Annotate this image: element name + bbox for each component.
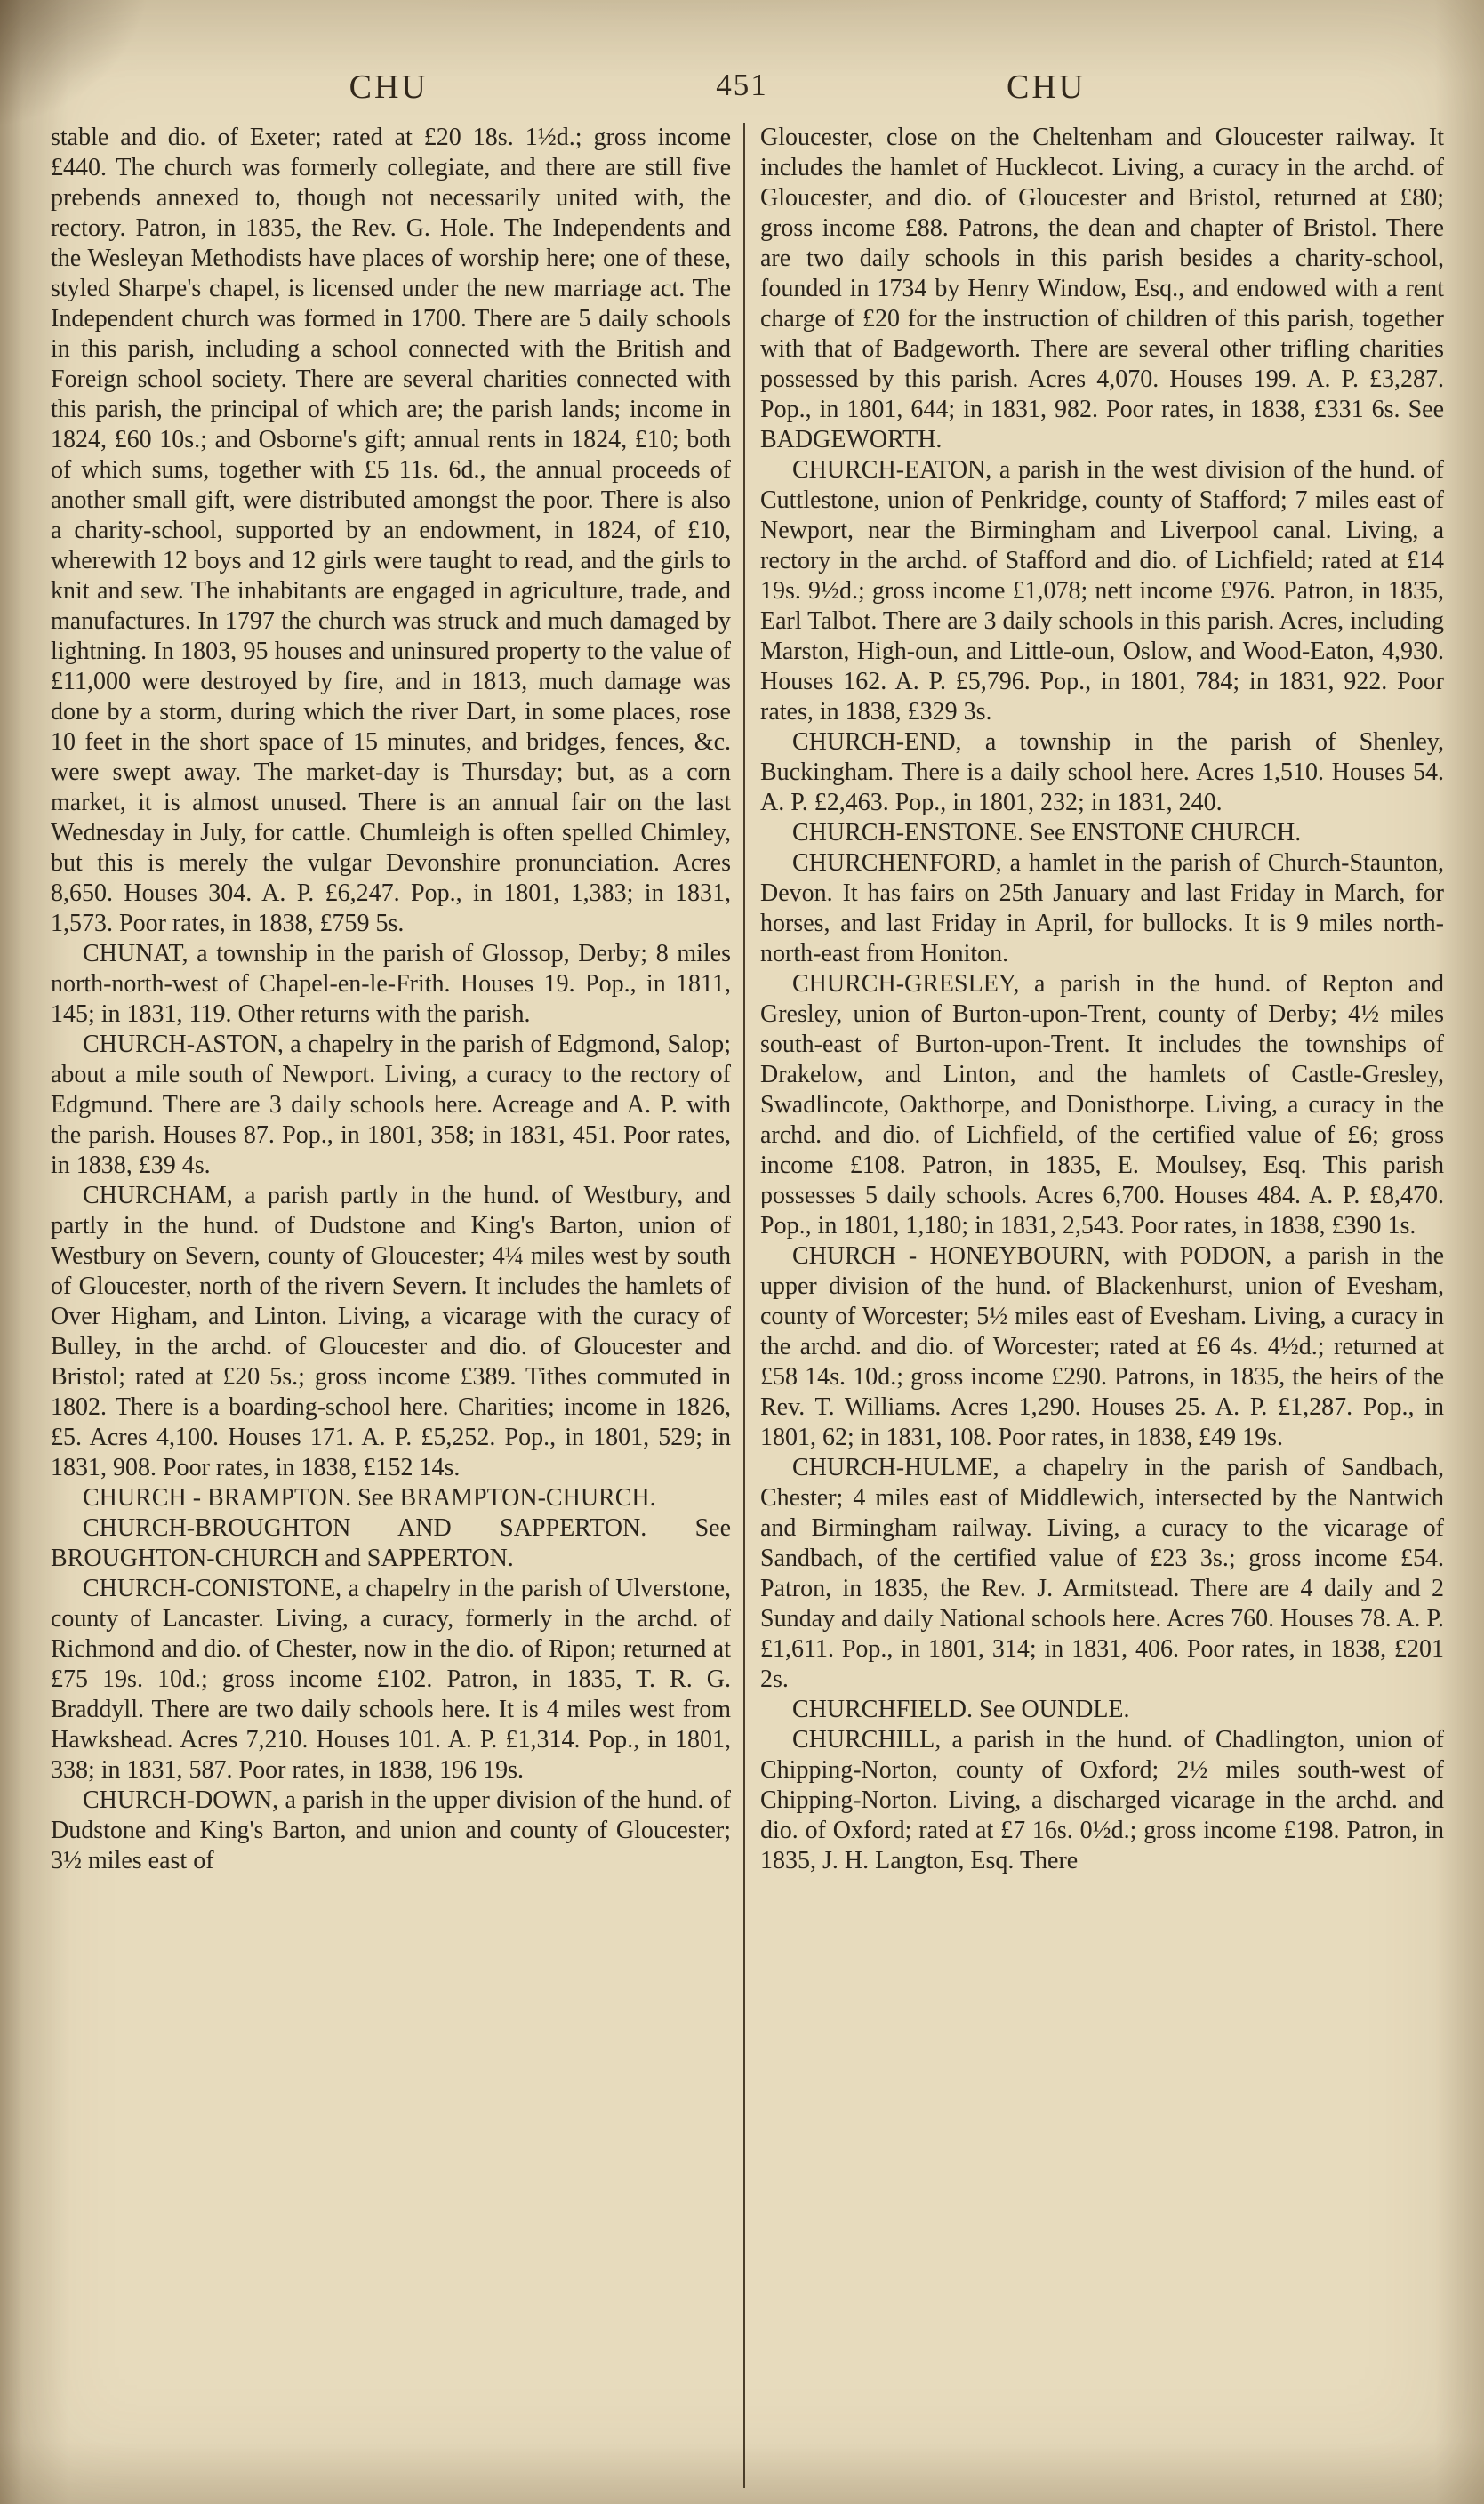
entry-paragraph: CHURCH-CONISTONE, a chapelry in the parish of Ulverstone, county of Lancaster. Living, a curacy, formerly in the archd. of Richmond and dio. of Chester, now in the dio. of Ripon; returned at £75 19s. 10d.; gross income £102. Patron, in 1835, T. R. G. Braddyll. There are two daily schools here. It is 4 miles west from Hawkshead. Acres 7,210. Houses 101. A. P. £1,314. Pop., in 1801, 338; in 1831, 587. Poor rates, in 1838, 196 19s.	[51, 1575, 731, 1784]
entry-paragraph: stable and dio. of Exeter; rated at £20 18s. 1½d.; gross income £440. The church was formerly collegiate, and there are still five prebends annexed to, though not necessarily united with, the rectory. Patron, in 1835, the Rev. G. Hole. The Independents and the Wesleyan Methodists have places of worship here; one of these, styled Sharpe's chapel, is licensed under the new marriage act. The Independent church was formed in 1700. There are 5 daily schools in this parish, including a school connected with the British and Foreign school society. There are several charities connected with this parish, the principal of which are; the parish lands; income in 1824, £60 10s.; and Osborne's gift; annual rents in 1824, £10; both of which sums, together with £5 11s. 6d., the annual proceeds of another small gift, were distributed amongst the poor. There is also a charity-school, supported by an endowment, in 1824, of £10, wherewith 12 boys and 12 girls were taught to read, and the girls to knit and sew. The inhabitants are engaged in agriculture, trade, and manufactures. In 1797 the church was struck and much damaged by lightning. In 1803, 95 houses and uninsured property to the value of £11,000 were destroyed by fire, and in 1813, much damage was done by a storm, during which the river Dart, in some places, rose 10 feet in the short space of 15 minutes, and bridges, fences, &c. were swept away. The market-day is Thursday; but, as a corn market, it is almost unused. There is an annual fair on the last Wednesday in July, for cattle. Chumleigh is often spelled Chimley, but this is merely the vulgar Devonshire pronunciation. Acres 8,650. Houses 304. A. P. £6,247. Pop., in 1801, 1,383; in 1831, 1,573. Poor rates, in 1838, £759 5s.	[51, 124, 731, 937]
entry-paragraph: CHURCH-GRESLEY, a parish in the hund. of Repton and Gresley, union of Burton-upon-Trent, county of Derby; 4½ miles south-east of Burton-upon-Trent. It includes the townships of Drakelow, and Linton, and the hamlets of Castle-Gresley, Swadlincote, Oakthorpe, and Donisthorpe. Living, a curacy in the archd. and dio. of Lichfield, of the certified value of £6; gross income £108. Patron, in 1835, E. Moulsey, Esq. This parish possesses 5 daily schools. Acres 6,700. Houses 484. A. P. £8,470. Pop., in 1801, 1,180; in 1831, 2,543. Poor rates, in 1838, £390 1s.	[760, 970, 1444, 1240]
page-number: 451	[716, 68, 768, 102]
entry-paragraph: CHURCHENFORD, a hamlet in the parish of Church-Staunton, Devon. It has fairs on 25th January and last Friday in March, for horses, and last Friday in April, for bullocks. It is 9 miles north-north-east from Honiton.	[760, 849, 1444, 967]
entry-paragraph: CHURCH-ENSTONE. See ENSTONE CHURCH.	[792, 819, 1302, 847]
entry-paragraph: CHURCH-DOWN, a parish in the upper division of the hund. of Dudstone and King's Barton, and union and county of Gloucester; 3½ miles east of	[51, 1786, 731, 1874]
entry-paragraph: CHURCH-ASTON, a chapelry in the parish of Edgmond, Salop; about a mile south of Newport. Living, a curacy to the rectory of Edgmund. There are 3 daily schools here. Acreage and A. P. with the parish. Houses 87. Pop., in 1801, 358; in 1831, 451. Poor rates, in 1838, £39 4s.	[51, 1031, 731, 1179]
page-header	[0, 68, 1484, 116]
entry-paragraph: CHURCHAM, a parish partly in the hund. of Westbury, and partly in the hund. of Dudstone and King's Barton, union of Westbury on Severn, county of Gloucester; 4¼ miles west by south of Gloucester, north of the rivern Severn. It includes the hamlets of Over Higham, and Linton. Living, a vicarage with the curacy of Bulley, in the archd. of Gloucester and dio. of Gloucester and Bristol; rated at £20 5s.; gross income £389. Tithes commuted in 1802. There is a boarding-school here. Charities; income in 1826, £5. Acres 4,100. Houses 171. A. P. £5,252. Pop., in 1801, 529; in 1831, 908. Poor rates, in 1838, £152 14s.	[51, 1182, 731, 1481]
column-divider	[743, 123, 745, 2488]
entry-paragraph: CHUNAT, a township in the parish of Glossop, Derby; 8 miles north-north-west of Chapel-en-le-Frith. Houses 19. Pop., in 1811, 145; in 1831, 119. Other returns with the parish.	[51, 940, 731, 1028]
entry-paragraph: CHURCH - HONEYBOURN, with PODON, a parish in the upper division of the hund. of Blackenhurst, union of Evesham, county of Worcester; 5½ miles east of Evesham. Living, a curacy in the archd. and dio. of Worcester; rated at £6 4s. 4½d.; returned at £58 14s. 10d.; gross income £290. Patrons, in 1835, the heirs of the Rev. T. Williams. Acres 1,290. Houses 25. A. P. £1,287. Pop., in 1801, 62; in 1831, 108. Poor rates, in 1838, £49 19s.	[760, 1242, 1444, 1451]
entry-paragraph: CHURCH - BRAMPTON. See BRAMPTON-CHURCH.	[83, 1484, 656, 1512]
entry-paragraph: CHURCH-EATON, a parish in the west division of the hund. of Cuttlestone, union of Penkridge, county of Stafford; 7 miles east of Newport, near the Birmingham and Liverpool canal. Living, a rectory in the archd. of Stafford and dio. of Lichfield; rated at £14 19s. 9½d.; gross income £1,078; nett income £976. Patron, in 1835, Earl Talbot. There are 3 daily schools in this parish. Acres, including Marston, High-oun, and Little-oun, Oslow, and Wood-Eaton, 4,930. Houses 162. A. P. £5,796. Pop., in 1801, 784; in 1831, 922. Poor rates, in 1838, £329 3s.	[760, 456, 1444, 726]
running-head-right: CHU	[1007, 68, 1087, 106]
text-columns	[51, 123, 1444, 2488]
entry-paragraph: CHURCH-END, a township in the parish of Shenley, Buckingham. There is a daily school here. Acres 1,510. Houses 54. A. P. £2,463. Pop., in 1801, 232; in 1831, 240.	[760, 728, 1444, 816]
entry-paragraph: CHURCHILL, a parish in the hund. of Chadlington, union of Chipping-Norton, county of Oxford; 2½ miles south-west of Chipping-Norton. Living, a discharged vicarage in the archd. and dio. of Oxford; rated at £7 16s. 0½d.; gross income £198. Patron, in 1835, J. H. Langton, Esq. There	[760, 1726, 1444, 1874]
entry-paragraph: CHURCH-BROUGHTON AND SAPPERTON. See BROUGHTON-CHURCH and SAPPERTON.	[51, 1514, 731, 1572]
entry-paragraph: Gloucester, close on the Cheltenham and Gloucester railway. It includes the hamlet of Hucklecot. Living, a curacy in the archd. of Gloucester, and dio. of Gloucester and Bristol, returned at £80; gross income £88. Patrons, the dean and chapter of Bristol. There are two daily schools in this parish besides a charity-school, founded in 1734 by Henry Window, Esq., and endowed with a rent charge of £20 for the instruction of children of this parish, together with that of Badgeworth. There are several other trifling charities possessed by this parish. Acres 4,070. Houses 199. A. P. £3,287. Pop., in 1801, 644; in 1831, 982. Poor rates, in 1838, £331 6s. See BADGEWORTH.	[760, 124, 1444, 453]
right-column	[760, 123, 1444, 2488]
entry-paragraph: CHURCH-HULME, a chapelry in the parish of Sandbach, Chester; 4 miles east of Middlewich, intersected by the Nantwich and Birmingham railway. Living, a curacy to the vicarage of Sandbach, of the certified value of £23 3s.; gross income £54. Patron, in 1835, the Rev. J. Armitstead. There are 4 daily and 2 Sunday and daily National schools here. Acres 760. Houses 78. A. P. £1,611. Pop., in 1801, 314; in 1831, 406. Poor rates, in 1838, £201 2s.	[760, 1454, 1444, 1693]
left-column	[51, 123, 731, 2488]
running-head-left: CHU	[349, 68, 429, 106]
entry-paragraph: CHURCHFIELD. See OUNDLE.	[792, 1696, 1130, 1723]
